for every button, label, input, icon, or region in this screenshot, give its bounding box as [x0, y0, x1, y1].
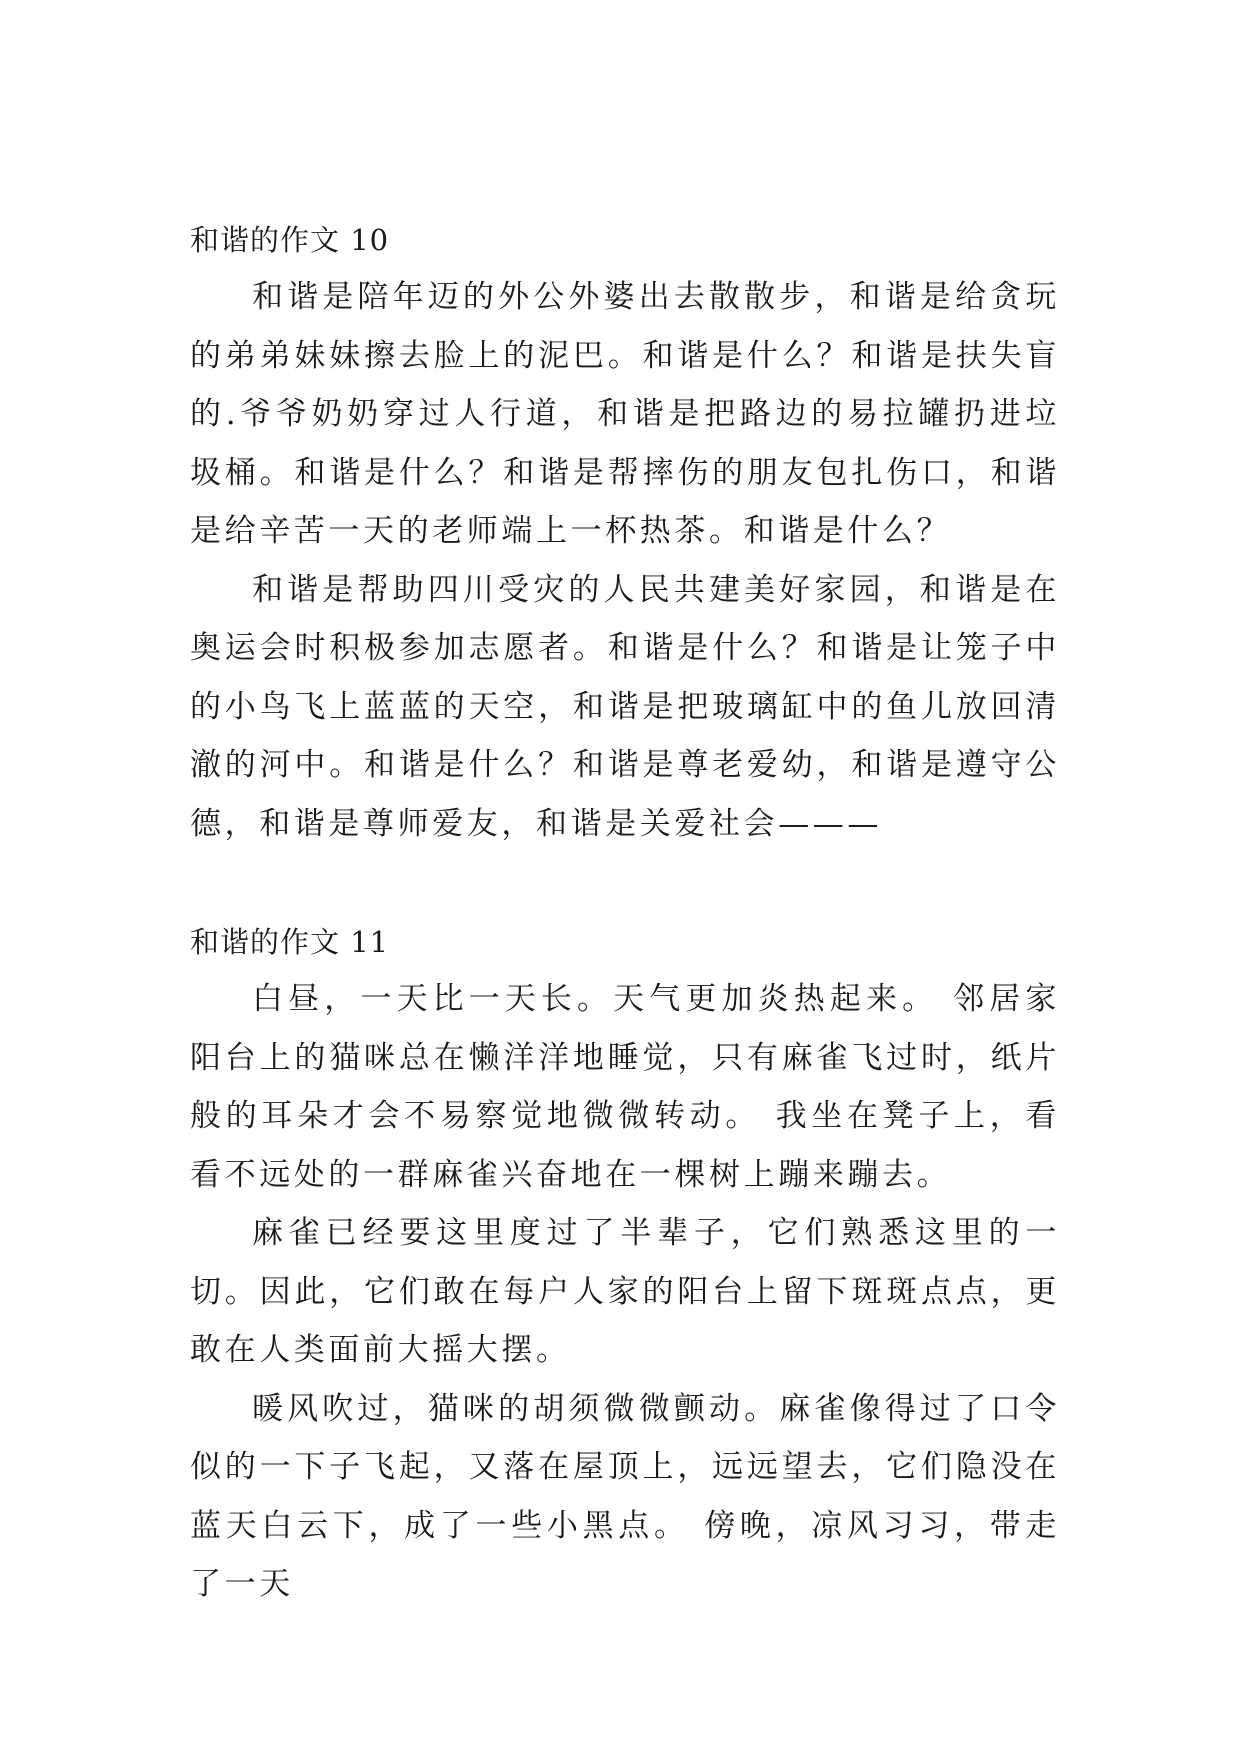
essay-title: 和谐的作文 11 — [190, 925, 390, 959]
essay-paragraph: 麻雀已经要这里度过了半辈子，它们熟悉这里的一切。因此，它们敢在每户人家的阳台上留下斑斑点点，更敢在人类面前大摇大摆。 — [190, 1215, 1060, 1368]
essay-section — [190, 218, 1060, 853]
essay-paragraph: 白昼，一天比一天长。天气更加炎热起来。 邻居家阳台上的猫咪总在懒洋洋地睡觉，只有麻雀飞过时，纸片般的耳朵才会不易察觉地微微转动。 我坐在凳子上，看看不远处的一群麻雀兴奋地在一棵树上蹦来蹦去。 — [190, 981, 1060, 1193]
essay-section — [190, 920, 1060, 1614]
essay-paragraph: 和谐是帮助四川受灾的人民共建美好家园，和谐是在奥运会时积极参加志愿者。和谐是什么？和谐是让笼子中的小鸟飞上蓝蓝的天空，和谐是把玻璃缸中的鱼儿放回清澈的河中。和谐是什么？和谐是尊老爱幼，和谐是遵守公德，和谐是尊师爱友，和谐是关爱社会——— — [190, 571, 1060, 842]
essay-title: 和谐的作文 10 — [190, 223, 390, 257]
essay-paragraph: 暖风吹过，猫咪的胡须微微颤动。麻雀像得过了口令似的一下子飞起，又落在屋顶上，远远望去，它们隐没在蓝天白云下，成了一些小黑点。 傍晚，凉风习习，带走了一天 — [190, 1390, 1060, 1602]
essay-paragraph: 和谐是陪年迈的外公外婆出去散散步，和谐是给贪玩的弟弟妹妹擦去脸上的泥巴。和谐是什么？和谐是扶失盲的.爷爷奶奶穿过人行道，和谐是把路边的易拉罐扔进垃圾桶。和谐是什么？和谐是帮摔伤的朋友包扎伤口，和谐是给辛苦一天的老师端上一杯热茶。和谐是什么？ — [190, 279, 1060, 549]
